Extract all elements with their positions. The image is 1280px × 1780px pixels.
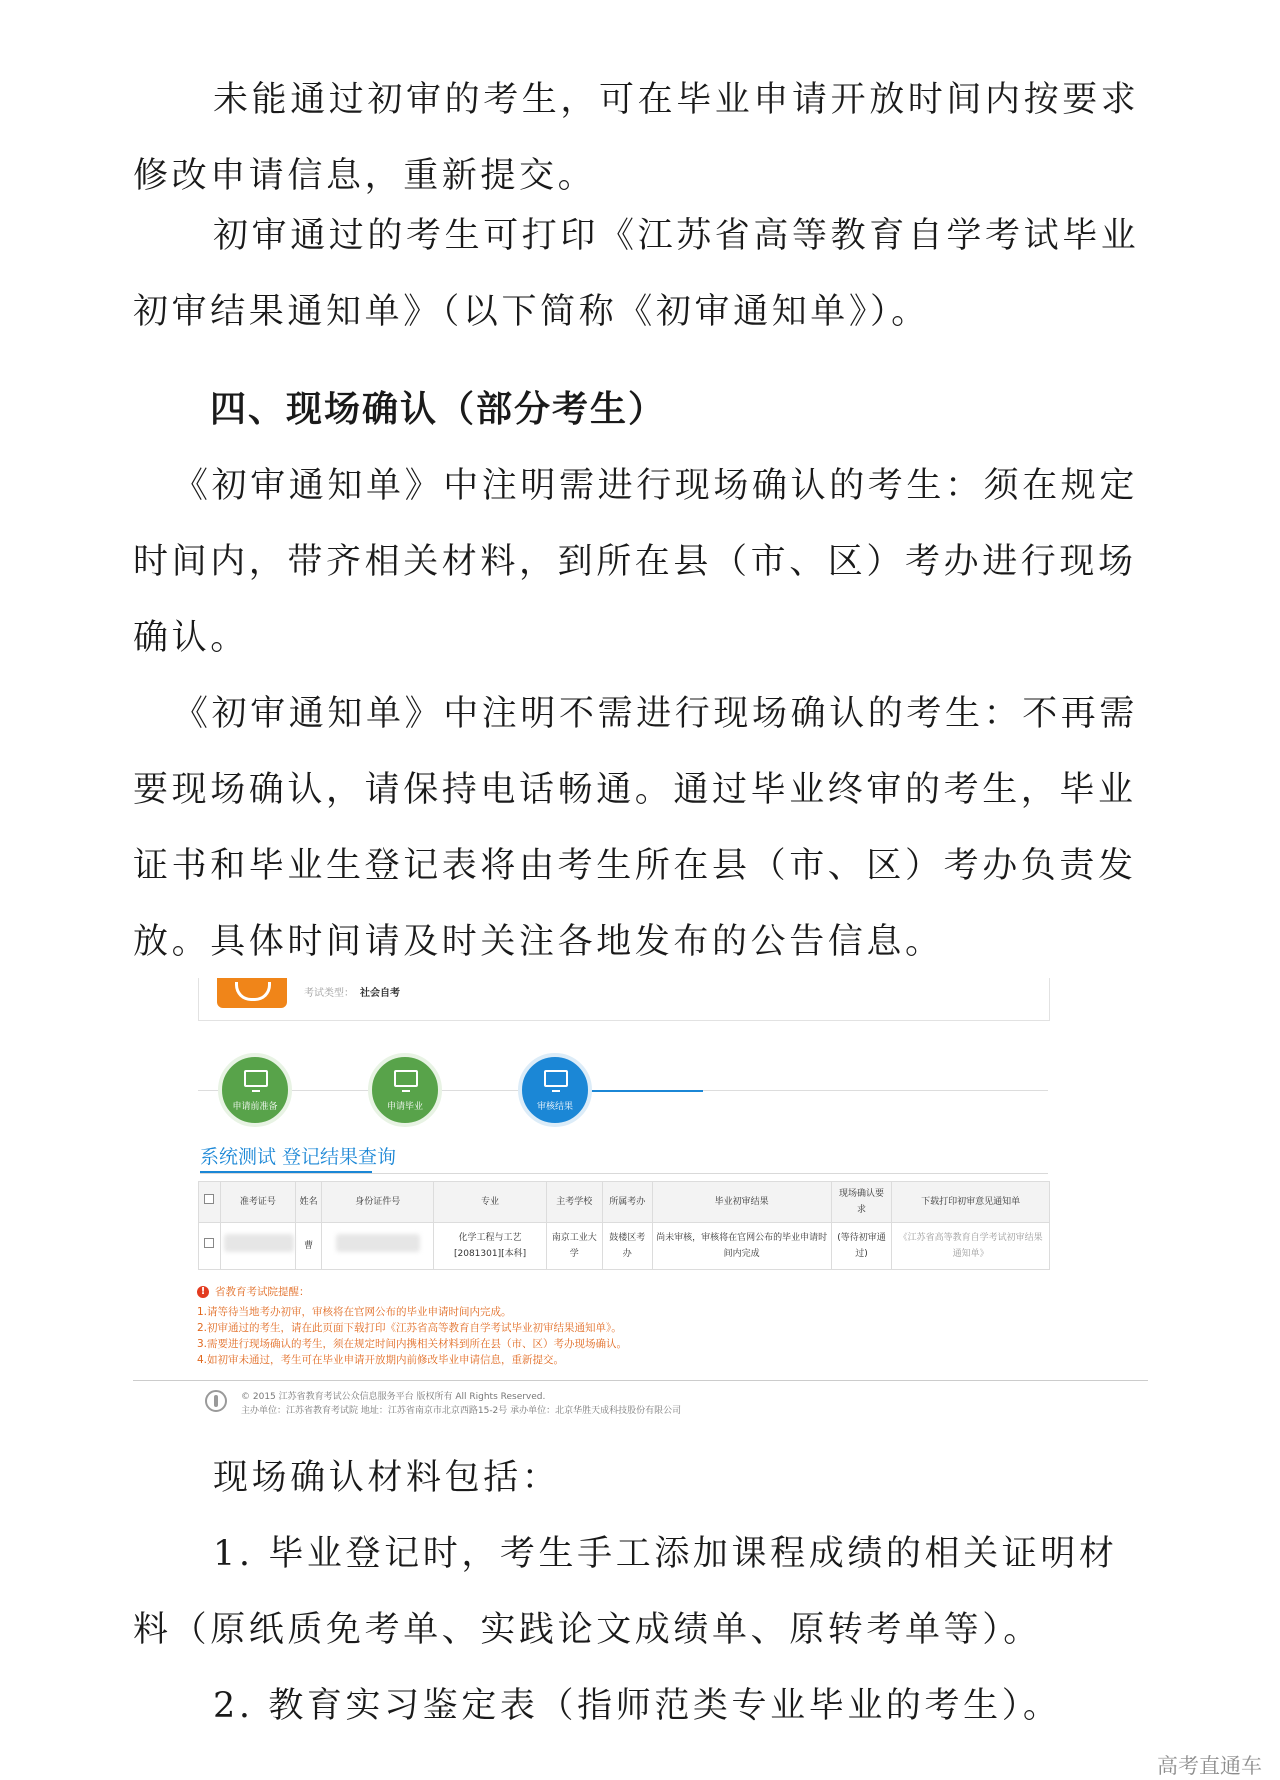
cell-major: 化学工程与工艺[2081301][本科]	[434, 1223, 546, 1270]
monitor-icon	[394, 1070, 418, 1087]
reminder-title: 省教育考试院提醒：	[215, 1286, 310, 1298]
row-checkbox[interactable]	[199, 1223, 221, 1270]
reminder-line: 1.请等待当地考办初审，审核将在官网公布的毕业申请时间内完成。	[197, 1306, 512, 1318]
cell-name: 曹	[296, 1223, 322, 1270]
footer-emblem-icon	[205, 1390, 227, 1412]
col-header: 专业	[434, 1182, 546, 1223]
exam-type: 考试类型： 社会自考	[304, 988, 400, 999]
cell-exam-id-redacted	[220, 1223, 296, 1270]
col-header: 准考证号	[220, 1182, 296, 1223]
result-table	[198, 1181, 1050, 1270]
section-heading: 四、现场确认（部分考生）	[210, 389, 667, 430]
col-header: 毕业初审结果	[652, 1182, 831, 1223]
step-apply[interactable]: 申请毕业	[368, 1053, 442, 1127]
paragraph-materials-intro: 现场确认材料包括：	[213, 1458, 561, 1498]
col-header: 所属考办	[602, 1182, 652, 1223]
col-header: 姓名	[296, 1182, 322, 1223]
paragraph-onsite-required: 《初审通知单》中注明需进行现场确认的考生：须在规定时间内，带齐相关材料，到所在县（市、区）考办进行现场确认。	[133, 466, 1139, 658]
cell-confirm-requirement: (等待初审通过)	[831, 1223, 891, 1270]
table-header-row	[199, 1182, 1050, 1223]
paragraph-resubmit: 未能通过初审的考生，可在毕业申请开放时间内按要求修改申请信息，重新提交。	[133, 80, 1140, 196]
section-title: 系统测试 登记结果查询	[200, 1146, 397, 1168]
reminder-line: 2.初审通过的考生，请在此页面下载打印《江苏省高等教育自学考试毕业初审结果通知单》。	[197, 1322, 622, 1334]
footer-divider	[133, 1380, 1148, 1381]
select-all-checkbox[interactable]	[199, 1182, 221, 1223]
step-prepare[interactable]: 申请前准备	[218, 1053, 292, 1127]
table-row	[199, 1223, 1050, 1270]
cell-review-result: 尚未审核，审核将在官网公布的毕业申请时间内完成	[652, 1223, 831, 1270]
reminder-line: 4.如初审未通过，考生可在毕业申请开放期内前修改毕业申请信息，重新提交。	[197, 1354, 565, 1366]
col-header: 主考学校	[546, 1182, 602, 1223]
col-header: 现场确认要求	[831, 1182, 891, 1223]
paragraph-material-2: 2. 教育实习鉴定表（指师范类专业毕业的考生）。	[213, 1686, 1062, 1726]
embedded-screenshot	[133, 978, 1148, 1428]
col-header: 身份证件号	[322, 1182, 434, 1223]
reminder-line: 3.需要进行现场确认的考生，须在规定时间内携相关材料到所在县（市、区）考办现场确认。	[197, 1338, 628, 1350]
section-divider	[200, 1173, 1048, 1174]
cell-school: 南京工业大学	[546, 1223, 602, 1270]
step-review-result[interactable]: 审核结果	[518, 1053, 592, 1127]
exam-portal-logo-icon	[217, 978, 287, 1008]
monitor-icon	[244, 1070, 268, 1087]
warning-icon: !	[197, 1286, 209, 1298]
cell-id-number-redacted	[322, 1223, 434, 1270]
footer-text: © 2015 江苏省教育考试公众信息服务平台 版权所有 All Rights Reserved. 主办单位：江苏省教育考试院 地址：江苏省南京市北京西路15-2号 承办单位：北京华胜天成科技股份有限公司	[241, 1392, 682, 1416]
cell-office: 鼓楼区考办	[602, 1223, 652, 1270]
screenshot-header	[198, 978, 1050, 1021]
paragraph-print-notice: 初审通过的考生可打印《江苏省高等教育自学考试毕业初审结果通知单》（以下简称《初审通知单》）。	[133, 216, 1140, 332]
watermark: 高考直通车	[1157, 1754, 1262, 1778]
col-header: 下载打印初审意见通知单	[892, 1182, 1050, 1223]
download-notice-link[interactable]: 《江苏省高等教育自学考试初审结果通知单》	[892, 1223, 1050, 1270]
reminder-box	[197, 1284, 1097, 1368]
paragraph-material-1: 1. 毕业登记时，考生手工添加课程成绩的相关证明材料（原纸质免考单、实践论文成绩单、原转考单等）。	[133, 1534, 1118, 1650]
monitor-icon	[544, 1070, 568, 1087]
paragraph-onsite-not-required: 《初审通知单》中注明不需进行现场确认的考生：不再需要现场确认，请保持电话畅通。通过毕业终审的考生，毕业证书和毕业生登记表将由考生所在县（市、区）考办负责发放。具体时间请及时关注各地发布的公告信息。	[133, 694, 1139, 962]
